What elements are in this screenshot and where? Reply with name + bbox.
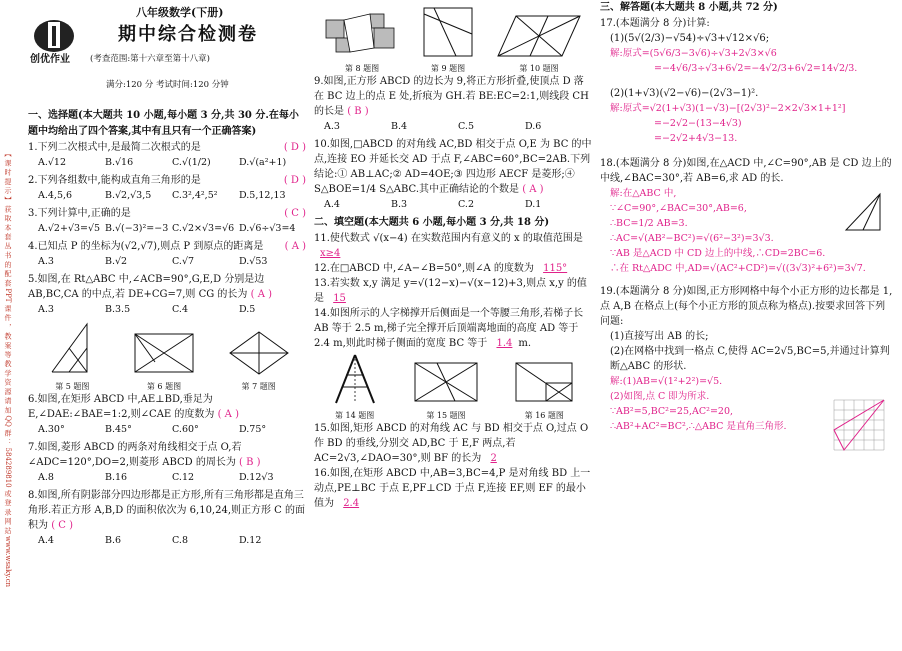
q10-opt-d: D.1 — [525, 199, 542, 210]
q9-opt-a: A.3 — [324, 121, 340, 132]
q11-stem: 11.使代数式 √(x−4) 在实数范围内有意义的 x 的取值范围是 — [314, 233, 583, 244]
figure-9 — [418, 4, 478, 74]
question-16 — [314, 466, 592, 511]
q18-sol-line-5: ∵AB 是△ACD 中 CD 边上的中线,∴CD=2BC=6. — [610, 248, 826, 259]
figure-5-diagram — [42, 320, 102, 378]
q9-answer: ( B ) — [347, 106, 369, 117]
q8-stem: 8.如图,所有阴影部分四边形都是正方形,所有三角形都是直角三角形.若正方形 A,B,D 的面积依次为 6,10,24,则正方形 C 的面积为 — [28, 490, 306, 531]
figure-14 — [330, 351, 380, 421]
figure-18-diagram — [840, 190, 890, 234]
figure-7-diagram — [226, 328, 292, 378]
column-1 — [28, 0, 306, 551]
q11-answer: x≥4 — [320, 248, 341, 259]
figure-7-caption: 第 7 题图 — [241, 382, 276, 391]
q4-stem: 4.已知点 P 的坐标为(√2,√7),则点 P 到原点的距离是 — [28, 241, 264, 252]
q18-sol-line-3: ∴BC=1/2 AB=3. — [610, 218, 688, 229]
q6-opt-a: A.30° — [38, 424, 65, 435]
logo-text: 创优作业 — [30, 54, 70, 65]
figure-15-diagram — [411, 357, 481, 407]
figure-16-diagram — [512, 357, 576, 407]
question-18 — [600, 156, 894, 276]
q17-part1: (1)(5√(2/3)−√54)÷√3+√12×√6; — [610, 33, 770, 44]
q19-sol-line-4: ∴AB²+AC²=BC²,∴△ABC 是直角三角形. — [610, 421, 787, 432]
q19-sol-line-1: 解:(1)AB=√(1²+2²)=√5. — [610, 376, 723, 387]
q17-1-sol-line-2: =−4√6/3÷√3+6√2=−4√2/3+6√2=14√2/3. — [654, 63, 858, 74]
question-10 — [314, 137, 592, 212]
figure-10-caption: 第 10 题图 — [519, 64, 559, 73]
q9-opt-b: B.4 — [391, 121, 408, 132]
q17-1-sol-line-1: 解:原式=(5√6/3−3√6)÷√3+2√3×√6 — [610, 48, 777, 59]
q1-opt-c: C.√(1/2) — [172, 157, 211, 168]
q13-answer: 15 — [333, 293, 346, 304]
q4-opt-b: B.√2 — [105, 256, 128, 267]
q7-stem: 7.如图,菱形 ABCD 的两条对角线相交于点 O,若∠ADC=120°,DO=2,则菱形 ABCD 的周长为 — [28, 442, 242, 468]
q15-answer: 2 — [490, 453, 497, 464]
q2-opt-d: D.5,12,13 — [239, 190, 286, 201]
question-13 — [314, 276, 592, 306]
q10-opt-c: C.2 — [458, 199, 474, 210]
figure-15 — [411, 357, 481, 421]
q1-answer: ( D ) — [283, 142, 306, 153]
figure-14-caption: 第 14 题图 — [335, 411, 375, 420]
figures-8-10 — [314, 4, 592, 74]
q19-sol-line-3: ∵AB²=5,BC²=25,AC²=20, — [610, 406, 734, 417]
q17-2-sol-line-1: 解:原式=√2(1+√3)(1−√3)−[(2√3)²−2×2√3×1+1²] — [610, 103, 846, 114]
q3-opt-b: B.√(−3)²=−3 — [105, 223, 169, 234]
q2-stem: 2.下列各组数中,能构成直角三角形的是 — [28, 175, 201, 186]
q3-stem: 3.下列计算中,正确的是 — [28, 208, 131, 219]
section3-heading: 三、解答题(本大题共 8 小题,共 72 分) — [600, 2, 778, 13]
q10-stem: 10.如图,□ABCD 的对角线 AC,BD 相交于点 O,E 为 BC 的中点,连接 EO 并延长交 AD 于点 F,∠ABC=60°,BC=2AB.下列结论:① AB⊥AC;② AD=4OE;③ 四边形 AECF 是菱形;④ S△BOE=1/4 S△ABC.其中正确结论的个数是 — [314, 139, 592, 195]
edge-promo-strip — [2, 150, 14, 630]
figure-8-caption: 第 8 题图 — [344, 64, 380, 73]
q18-sol-line-1: 解:在△ABC 中, — [610, 188, 677, 199]
q5-opt-a: A.3 — [38, 304, 54, 315]
figure-10 — [494, 10, 584, 74]
q2-opt-c: C.3²,4²,5² — [172, 190, 218, 201]
figure-7 — [226, 328, 292, 392]
question-19 — [600, 284, 894, 434]
figure-16-caption: 第 16 题图 — [524, 411, 564, 420]
figure-16 — [512, 357, 576, 421]
figure-6 — [131, 328, 197, 392]
q17-title: 17.(本题满分 8 分)计算: — [600, 18, 710, 29]
q1-opt-a: A.√12 — [38, 157, 67, 168]
q8-opt-a: A.4 — [38, 535, 54, 546]
figure-6-caption: 第 6 题图 — [146, 382, 182, 391]
q18-sol-line-4: ∴AC=√(AB²−BC²)=√(6²−3²)=3√3. — [610, 233, 774, 244]
q5-opt-c: C.4 — [172, 304, 188, 315]
question-4 — [28, 239, 306, 269]
q16-answer: 2.4 — [343, 498, 360, 509]
q18-sol-line-2: ∵∠C=90°,∠BAC=30°,AB=6, — [610, 203, 747, 214]
q8-opt-b: B.6 — [105, 535, 122, 546]
q13-stem: 13.若实数 x,y 满足 y=√(12−x)−√(x−12)+3,则点 x,y 的值是 — [314, 278, 587, 304]
q2-opt-a: A.4,5,6 — [38, 190, 73, 201]
q3-opt-a: A.√2+√3=√5 — [38, 223, 101, 234]
q14-answer: 1.4 — [496, 338, 513, 349]
q4-opt-c: C.√7 — [172, 256, 195, 267]
q17-part2: (2)(1+√3)(√2−√6)−(2√3−1)². — [610, 88, 759, 99]
question-3 — [28, 206, 306, 236]
q4-opt-a: A.3 — [38, 256, 54, 267]
question-7 — [28, 440, 306, 485]
q8-opt-c: C.8 — [172, 535, 188, 546]
q12-answer: 115° — [543, 263, 568, 274]
q14-unit: m. — [518, 338, 532, 349]
edge-promo-text: 【 课 时 提 示 】 获 取 本 套 丛 书 的 配 套 PPT 课 件 ， 教 案 等 教 学 资 源 请 加 QQ 群 ： 584289810 或 登 录 网 站 www.wsaky.cn — [4, 150, 12, 588]
q16-stem: 16.如图,在矩形 ABCD 中,AB=3,BC=4,P 是对角线 BD 上一动点,PE⊥BC 于点 E,PF⊥CD 于点 F,连接 EF,则 EF 的最小值为 — [314, 468, 591, 509]
figure-9-diagram — [418, 4, 478, 60]
q6-stem: 6.如图,在矩形 ABCD 中,AE⊥BD,垂足为 E,∠DAE:∠BAE=1:2,则∠CAE 的度数为 — [28, 394, 215, 420]
q19-part1: (1)直接写出 AB 的长; — [610, 331, 709, 342]
figure-9-caption: 第 9 题图 — [430, 64, 466, 73]
q18-stem: 18.(本题满分 8 分)如图,在△ACD 中,∠C=90°,AB 是 CD 边上的中线,∠BAC=30°,若 AB=6,求 AD 的长. — [600, 158, 892, 184]
q7-opt-b: B.16 — [105, 472, 128, 483]
q17-part1-solution — [610, 46, 894, 76]
q15-stem: 15.如图,矩形 ABCD 的对角线 AC 与 BD 相交于点 O,过点 O 作 BD 的垂线,分别交 AD,BC 于 E,F 两点,若 AC=2√3,∠DAO=30°,则 BF 的长为 — [314, 423, 589, 464]
question-9 — [314, 74, 592, 134]
question-14 — [314, 306, 592, 351]
q5-answer: ( A ) — [250, 289, 272, 300]
q10-opt-b: B.3 — [391, 199, 408, 210]
question-15 — [314, 421, 592, 466]
figure-6-diagram — [131, 328, 197, 378]
q12-stem: 12.在□ABCD 中,∠A−∠B=50°,则∠A 的度数为 — [314, 263, 534, 274]
figure-5 — [42, 320, 102, 392]
question-5 — [28, 272, 306, 317]
q7-opt-d: D.12√3 — [239, 472, 274, 483]
q1-opt-b: B.√16 — [105, 157, 134, 168]
page-title: 期中综合检测卷 — [118, 24, 258, 45]
figure-19-grid — [828, 394, 890, 454]
question-8 — [28, 488, 306, 548]
q6-opt-b: B.45° — [105, 424, 132, 435]
q19-stem: 19.(本题满分 8 分)如图,正方形网格中每个小正方形的边长都是 1,点 A,B 在格点上(每个小正方形的顶点称为格点).按要求回答下列问题: — [600, 286, 893, 327]
question-11 — [314, 231, 592, 261]
q10-opt-a: A.4 — [324, 199, 340, 210]
page-header — [28, 0, 306, 108]
q4-answer: ( A ) — [284, 241, 306, 252]
question-6 — [28, 392, 306, 437]
q6-opt-c: C.60° — [172, 424, 199, 435]
q7-answer: ( B ) — [239, 457, 261, 468]
column-3 — [600, 0, 894, 434]
q17-2-sol-line-2: =−2√2−(13−4√3) — [654, 118, 742, 129]
q1-opt-d: D.√(a²+1) — [239, 157, 287, 168]
figure-8 — [322, 10, 402, 74]
q14-stem: 14.如图所示的人字梯撑开后侧面是一个等腰三角形,若梯子长 AB 等于 2.5 m,梯子完全撑开后顶端离地面的高度 AD 等于 2.4 m,则此时梯子侧面的宽度 BC 等于 — [314, 308, 584, 349]
q9-opt-d: D.6 — [525, 121, 542, 132]
q6-answer: ( A ) — [217, 409, 239, 420]
q9-stem: 9.如图,正方形 ABCD 的边长为 9,将正方形折叠,使顶点 D 落在 BC 边上的点 E 处,折痕为 GH.若 BE:EC=2:1,则线段 CH 的长是 — [314, 76, 589, 117]
q17-2-sol-line-3: =−2√2+4√3−13. — [654, 133, 738, 144]
column-2 — [314, 0, 592, 511]
q17-part2-solution — [610, 101, 894, 146]
q19-sol-line-2: (2)如图,点 C 即为所求. — [610, 391, 710, 402]
figure-14-diagram — [330, 351, 380, 407]
figures-5-7 — [28, 320, 306, 392]
q3-opt-d: D.√6÷√3=4 — [239, 223, 296, 234]
q18-sol-line-6: ∴在 Rt△ADC 中,AD=√(AC²+CD²)=√((3√3)²+6²)=3√7. — [610, 263, 866, 274]
q5-opt-d: D.5 — [239, 304, 256, 315]
q1-stem: 1.下列二次根式中,是最简二次根式的是 — [28, 142, 201, 153]
q3-opt-c: C.√2×√3=√6 — [172, 223, 235, 234]
question-2 — [28, 173, 306, 203]
question-12 — [314, 261, 592, 276]
q6-opt-d: D.75° — [239, 424, 267, 435]
scope-text: (考查范围:第十六章至第十八章) — [90, 54, 210, 64]
q5-stem: 5.如图,在 Rt△ABC 中,∠ACB=90°,G,E,D 分别是边 AB,BC,CA 的中点,若 DE+CG=7,则 CG 的长为 — [28, 274, 265, 300]
q7-opt-a: A.8 — [38, 472, 54, 483]
score-time-text: 满分:120 分 考试时间:120 分钟 — [106, 80, 229, 90]
q8-opt-d: D.12 — [239, 535, 262, 546]
figure-8-diagram — [322, 10, 402, 60]
q19-part2: (2)在网格中找到一格点 C,使得 AC=2√5,BC=5,并通过计算判断△ABC 的形状. — [610, 346, 890, 372]
section2-heading: 二、填空题(本大题共 6 小题,每小题 3 分,共 18 分) — [314, 217, 550, 228]
q8-answer: ( C ) — [51, 520, 73, 531]
q4-opt-d: D.√53 — [239, 256, 268, 267]
figure-5-caption: 第 5 题图 — [55, 382, 90, 391]
grade-label: 八年级数学(下册) — [136, 6, 224, 19]
q2-opt-b: B.√2,√3,5 — [105, 190, 152, 201]
q3-answer: ( C ) — [284, 208, 306, 219]
figure-15-caption: 第 15 题图 — [426, 411, 466, 420]
section1-heading: 一、选择题(本大题共 10 小题,每小题 3 分,共 30 分.在每小题中均给出了四个答案,其中有且只有一个正确答案) — [28, 110, 299, 137]
figures-14-16 — [314, 351, 592, 421]
q7-opt-c: C.12 — [172, 472, 195, 483]
q10-answer: ( A ) — [522, 184, 544, 195]
figure-10-diagram — [494, 10, 584, 60]
q9-opt-c: C.5 — [458, 121, 474, 132]
q5-opt-b: B.3.5 — [105, 304, 131, 315]
q2-answer: ( D ) — [283, 175, 306, 186]
question-1 — [28, 140, 306, 170]
